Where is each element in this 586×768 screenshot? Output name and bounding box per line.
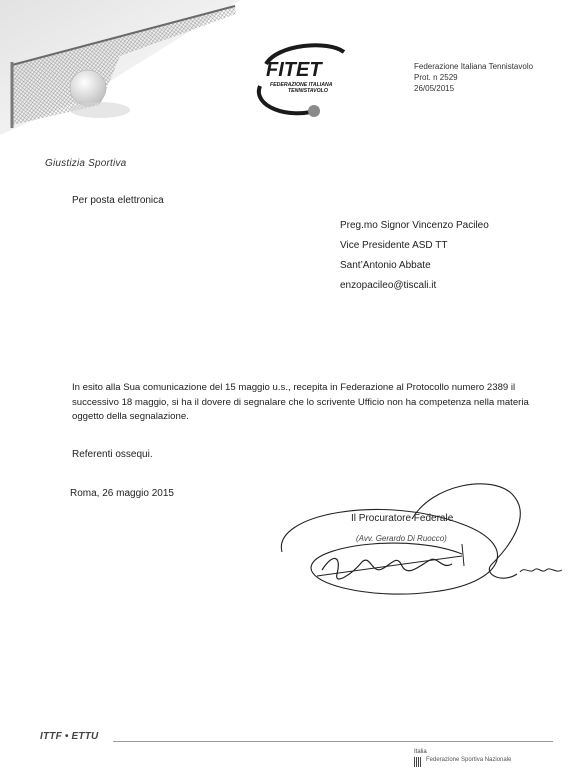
place-and-date: Roma, 26 maggio 2015 <box>70 488 174 499</box>
closing-salutation: Referenti ossequi. <box>72 449 153 460</box>
fitet-logo <box>248 40 348 122</box>
footer-divider <box>113 741 553 742</box>
signer-title: Il Procuratore Federale <box>351 513 454 524</box>
protocol-date: 26/05/2015 <box>414 84 455 93</box>
coni-badge <box>414 749 584 768</box>
logo-ball-icon <box>308 105 320 117</box>
badge-word: Italia <box>414 749 427 755</box>
footer-organizations: ITTF • ETTU <box>40 731 99 742</box>
logo-tagline-2: TENNISTAVOLO <box>288 88 328 94</box>
recipient-line: Preg.mo Signor Vincenzo Pacileo <box>340 220 489 231</box>
recipient-email: enzopacileo@tiscali.it <box>340 280 437 291</box>
badge-bars-icon <box>414 757 424 767</box>
recipient-block <box>340 220 489 300</box>
table-tennis-net-illustration <box>0 0 240 135</box>
letter-body: In esito alla Sua comunicazione del 15 maggio u.s., recepita in Federazione al Protocollo numero 2389 il successivo 18 maggio, si ha il dovere di segnalare che lo scrivente Ufficio non ha competenza nella materia oggetto della segnalazione. <box>72 382 529 422</box>
protocol-number: Prot. n 2529 <box>414 73 458 82</box>
delivery-method: Per posta elettronica <box>72 195 164 206</box>
recipient-line: Vice Presidente ASD TT <box>340 240 448 251</box>
signer-name: (Avv. Gerardo Di Ruocco) <box>356 534 447 543</box>
protocol-org: Federazione Italiana Tennistavolo <box>414 62 534 71</box>
section-heading: Giustizia Sportiva <box>45 158 127 169</box>
logo-wordmark: FITET <box>266 59 322 81</box>
logo-tagline-1: FEDERAZIONE ITALIANA <box>270 82 333 88</box>
recipient-line: Sant’Antonio Abbate <box>340 260 431 271</box>
badge-text: Federazione Sportiva Nazionale <box>426 757 512 763</box>
protocol-stamp <box>414 61 533 94</box>
